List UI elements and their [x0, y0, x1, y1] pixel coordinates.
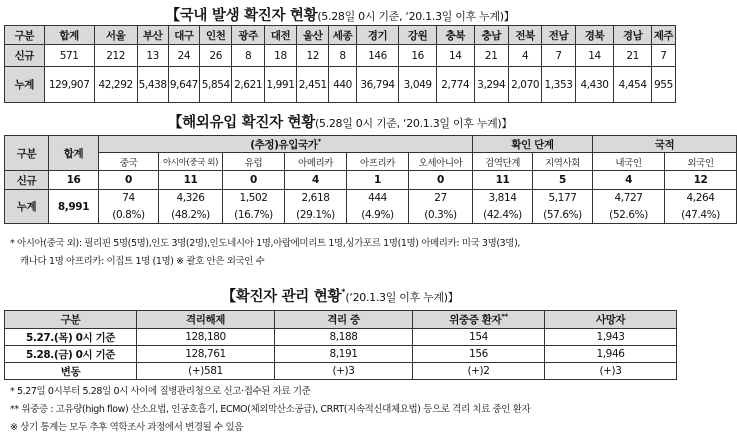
overseas-subheader-cell: 아프리카: [347, 153, 409, 171]
domestic-header-cell: 충북: [436, 26, 474, 45]
overseas-percent-cell: (29.1%): [285, 207, 347, 224]
overseas-percent-cell: (16.7%): [223, 207, 285, 224]
domestic-header-cell: 서울: [94, 26, 137, 45]
overseas-new-row: [5, 171, 737, 190]
domestic-new-cell: 571: [44, 45, 94, 67]
overseas-percent-cell: (48.2%): [159, 207, 223, 224]
management-critical-mark: **: [501, 312, 508, 321]
domestic-cumulative-cell: 2,774: [436, 67, 474, 103]
overseas-subheader-cell: 검역단계: [473, 153, 533, 171]
overseas-new-label: 신규: [5, 171, 49, 190]
overseas-new-cell: 11: [159, 171, 223, 190]
domestic-cumulative-cell: 129,907: [44, 67, 94, 103]
overseas-cumulative-cell: 4,264: [665, 190, 737, 207]
management-table: [4, 310, 677, 380]
domestic-header-cell: 전남: [542, 26, 575, 45]
management-cell: 128,761: [137, 346, 275, 363]
domestic-subtitle: (5.28일 0시 기준, ‘20.1.3일 이후 누계)】: [317, 10, 515, 23]
domestic-cumulative-cell: 9,647: [168, 67, 199, 103]
overseas-percent-cell: (57.6%): [533, 207, 593, 224]
overseas-new-total: 16: [49, 171, 99, 190]
domestic-cumulative-cell: 440: [329, 67, 356, 103]
management-cell: 154: [413, 329, 545, 346]
overseas-new-cell: 0: [409, 171, 473, 190]
domestic-new-cell: 4: [508, 45, 541, 67]
domestic-new-cell: 146: [356, 45, 399, 67]
domestic-title: 【국내 발생 확진자 현황: [165, 8, 318, 24]
domestic-new-cell: 21: [614, 45, 652, 67]
domestic-header-cell: 전북: [508, 26, 541, 45]
domestic-new-cell: 8: [329, 45, 356, 67]
management-title-row: [0, 285, 680, 303]
overseas-cumulative-cell: 444: [347, 190, 409, 207]
domestic-cumulative-cell: 2,451: [297, 67, 329, 103]
overseas-subheader-row: [5, 153, 737, 171]
overseas-new-cell: 4: [593, 171, 665, 190]
domestic-header-cell: 구분: [5, 26, 45, 45]
overseas-country-group-label: (추정)유입국가: [250, 138, 318, 151]
domestic-new-cell: 212: [94, 45, 137, 67]
management-cell: 128,180: [137, 329, 275, 346]
management-header-cell: 격리해제: [137, 311, 275, 329]
domestic-header-cell: 경북: [575, 26, 614, 45]
overseas-title: 【해외유입 확진자 현황: [167, 115, 315, 131]
domestic-cumulative-cell: 955: [651, 67, 675, 103]
domestic-header-cell: 인천: [200, 26, 232, 45]
management-footnote-1: * 5.27일 0시부터 5.28일 0시 사이에 질병관리청으로 신고·접수된 자료 기준: [10, 386, 311, 397]
management-header-row: [5, 311, 677, 329]
domestic-new-cell: 24: [168, 45, 199, 67]
overseas-country-mark: *: [317, 137, 321, 145]
management-cell: (+)2: [413, 363, 545, 380]
domestic-new-cell: 16: [399, 45, 437, 67]
overseas-new-cell: 11: [473, 171, 533, 190]
overseas-subheader-cell: 오세아니아: [409, 153, 473, 171]
domestic-header-cell: 합계: [44, 26, 94, 45]
overseas-new-cell: 0: [99, 171, 159, 190]
overseas-gubun-header: 구분: [5, 136, 49, 171]
management-header-cell: 구분: [5, 311, 137, 329]
overseas-percent-cell: (47.4%): [665, 207, 737, 224]
management-cell: 8,188: [275, 329, 413, 346]
overseas-cumulative-cell: 74: [99, 190, 159, 207]
domestic-cumulative-cell: 4,430: [575, 67, 614, 103]
management-footnote-3: ※ 상기 통계는 모두 추후 역학조사 과정에서 변경될 수 있음: [10, 422, 244, 433]
overseas-cumulative-cell: 4,727: [593, 190, 665, 207]
domestic-cumulative-row: [5, 67, 676, 103]
overseas-subheader-cell: 중국: [99, 153, 159, 171]
domestic-new-cell: 21: [474, 45, 508, 67]
overseas-subheader-cell: 지역사회: [533, 153, 593, 171]
overseas-new-cell: 0: [223, 171, 285, 190]
overseas-cumulative-cell: 5,177: [533, 190, 593, 207]
management-header-cell: [413, 311, 545, 329]
overseas-cumulative-cell: 4,326: [159, 190, 223, 207]
domestic-cumulative-cell: 42,292: [94, 67, 137, 103]
overseas-nationality-group: 국적: [593, 136, 737, 153]
domestic-new-cell: 18: [264, 45, 296, 67]
domestic-new-row: [5, 45, 676, 67]
domestic-new-cell: 14: [575, 45, 614, 67]
overseas-new-cell: 1: [347, 171, 409, 190]
domestic-header-cell: 경남: [614, 26, 652, 45]
management-row: [5, 329, 677, 346]
domestic-cumulative-cell: 2,070: [508, 67, 541, 103]
overseas-footnote-2: 캐나다 1명 아프리카: 이집트 1명 (1명) ※ 괄호 안은 외국인 수: [20, 256, 265, 267]
management-title-mark: *: [341, 287, 346, 297]
management-subtitle: (‘20.1.3일 이후 누계)】: [345, 291, 459, 304]
domestic-header-cell: 충남: [474, 26, 508, 45]
overseas-cumulative-total: 8,991: [49, 190, 99, 224]
management-cell: (+)3: [545, 363, 677, 380]
management-header-cell: 격리 중: [275, 311, 413, 329]
domestic-header-cell: 제주: [651, 26, 675, 45]
overseas-cumulative-row: [5, 190, 737, 207]
overseas-footnote-1: * 아시아(중국 외): 필리핀 5명(5명),인도 3명(2명),인도네시아 1명,아랍에미리트 1명,싱가포르 1명(1명) 아메리카: 미국 3명(3명),: [10, 238, 521, 249]
overseas-country-group: [99, 136, 473, 153]
domestic-cumulative-cell: 3,294: [474, 67, 508, 103]
overseas-percent-cell: (52.6%): [593, 207, 665, 224]
management-row-label: 5.27.(목) 0시 기준: [5, 329, 137, 346]
management-cell: 8,191: [275, 346, 413, 363]
domestic-header-cell: 울산: [297, 26, 329, 45]
overseas-percent-cell: (0.3%): [409, 207, 473, 224]
overseas-subheader-cell: 아메리카: [285, 153, 347, 171]
management-cell: 1,946: [545, 346, 677, 363]
domestic-new-cell: 13: [137, 45, 168, 67]
overseas-total-header: 합계: [49, 136, 99, 171]
domestic-new-cell: 8: [232, 45, 264, 67]
overseas-cumulative-cell: 2,618: [285, 190, 347, 207]
domestic-new-cell: 7: [651, 45, 675, 67]
management-header-cell: 사망자: [545, 311, 677, 329]
overseas-subheader-cell: 내국인: [593, 153, 665, 171]
overseas-new-cell: 4: [285, 171, 347, 190]
domestic-header-cell: 대구: [168, 26, 199, 45]
management-footnote-2: ** 위중증 : 고유량(high flow) 산소요법, 인공호흡기, ECMO(체외막산소공급), CRRT(지속적신대체요법) 등으로 격리 치료 중인 환자: [10, 404, 531, 415]
overseas-confirm-group: 확인 단계: [473, 136, 593, 153]
domestic-new-cell: 26: [200, 45, 232, 67]
management-cell: 1,943: [545, 329, 677, 346]
overseas-subheader-cell: 아시아(중국 외): [159, 153, 223, 171]
domestic-cumulative-cell: 1,353: [542, 67, 575, 103]
management-row-label: 변동: [5, 363, 137, 380]
management-title: 【확진자 관리 현황: [221, 289, 342, 305]
management-row-label: 5.28.(금) 0시 기준: [5, 346, 137, 363]
overseas-cumulative-cell: 27: [409, 190, 473, 207]
domestic-cumulative-label: 누계: [5, 67, 45, 103]
overseas-table: [4, 135, 737, 224]
domestic-title-row: [0, 4, 680, 22]
domestic-header-cell: 부산: [137, 26, 168, 45]
overseas-group-row: [5, 136, 737, 153]
overseas-cumulative-cell: 1,502: [223, 190, 285, 207]
domestic-cumulative-cell: 4,454: [614, 67, 652, 103]
management-cell: (+)3: [275, 363, 413, 380]
management-change-row: [5, 363, 677, 380]
overseas-new-cell: 12: [665, 171, 737, 190]
overseas-percent-cell: (42.4%): [473, 207, 533, 224]
domestic-header-cell: 대전: [264, 26, 296, 45]
domestic-table: [4, 25, 676, 103]
overseas-percent-cell: (4.9%): [347, 207, 409, 224]
domestic-new-cell: 7: [542, 45, 575, 67]
overseas-percent-row: [5, 207, 737, 224]
overseas-subheader-cell: 유럽: [223, 153, 285, 171]
management-critical-label: 위중증 환자: [449, 314, 502, 326]
overseas-title-row: [0, 111, 680, 129]
overseas-subheader-cell: 외국인: [665, 153, 737, 171]
management-cell: (+)581: [137, 363, 275, 380]
domestic-cumulative-cell: 1,991: [264, 67, 296, 103]
overseas-subtitle: (5.28일 0시 기준, ‘20.1.3일 이후 누계)】: [314, 117, 513, 130]
domestic-cumulative-cell: 3,049: [399, 67, 437, 103]
domestic-new-cell: 14: [436, 45, 474, 67]
overseas-cumulative-cell: 3,814: [473, 190, 533, 207]
domestic-header-cell: 세종: [329, 26, 356, 45]
domestic-cumulative-cell: 5,854: [200, 67, 232, 103]
domestic-new-cell: 12: [297, 45, 329, 67]
domestic-header-row: [5, 26, 676, 45]
overseas-percent-cell: (0.8%): [99, 207, 159, 224]
domestic-cumulative-cell: 2,621: [232, 67, 264, 103]
domestic-cumulative-cell: 36,794: [356, 67, 399, 103]
domestic-header-cell: 광주: [232, 26, 264, 45]
overseas-new-cell: 5: [533, 171, 593, 190]
domestic-header-cell: 경기: [356, 26, 399, 45]
management-cell: 156: [413, 346, 545, 363]
domestic-cumulative-cell: 5,438: [137, 67, 168, 103]
management-row: [5, 346, 677, 363]
overseas-cumulative-label: 누계: [5, 190, 49, 224]
domestic-header-cell: 강원: [399, 26, 437, 45]
domestic-new-label: 신규: [5, 45, 45, 67]
